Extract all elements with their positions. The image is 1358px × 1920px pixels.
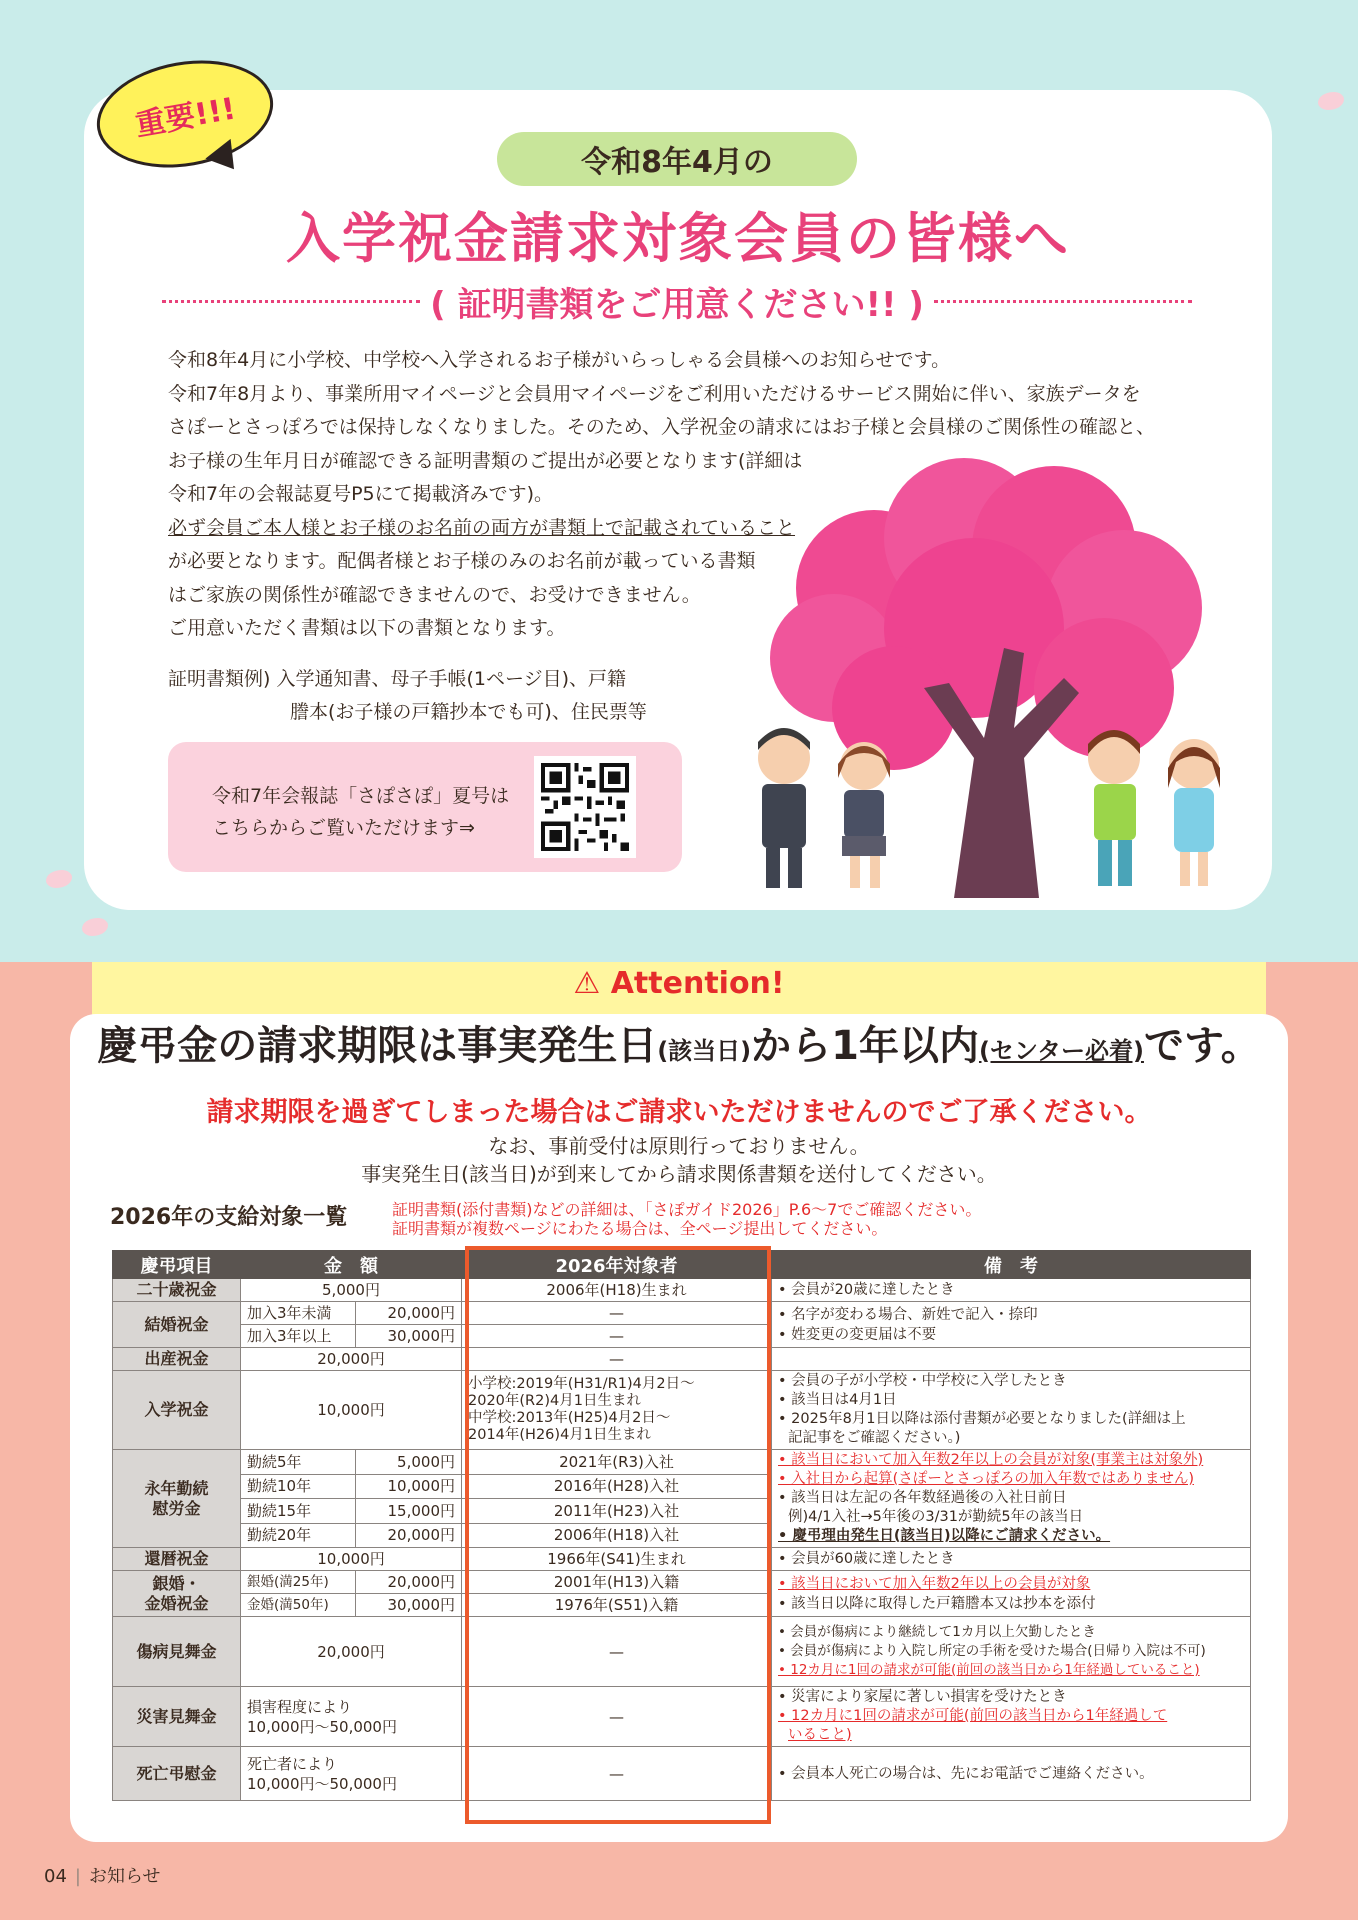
amount-line: 損害程度により [247,1697,353,1716]
amount-cell: 30,000円 [356,1325,462,1348]
target-cell: — [462,1687,772,1747]
remarks-cell [772,1687,1251,1747]
remark-line: 例)4/1入社→5年後の3/31が勤続5年の該当日 [788,1509,1084,1525]
remark-line: • 該当日において加入年数2年以上の会員が対象 [778,1575,1091,1592]
subtype-cell: 勤続5年 [241,1450,356,1475]
target-cell: — [462,1747,772,1801]
child-figure [838,742,890,888]
amount-cell: 20,000円 [356,1302,462,1325]
amount-cell: 20,000円 [356,1523,462,1548]
column-header: 2026年対象者 [462,1251,772,1279]
notice-line: なお、事前受付は原則行っておりません。 [488,1134,870,1158]
remark-line: • 該当日において加入年数2年以上の会員が対象(事業主は対象外) [778,1452,1204,1468]
remark-line: • 災害により家屋に著しい損害を受けたとき [778,1689,1067,1705]
column-header: 備 考 [772,1251,1251,1279]
subtype-cell: 加入3年以上 [241,1325,356,1348]
page-number: 04 [44,1866,67,1887]
qr-code[interactable] [534,756,636,858]
date-pill: 令和8年4月の [497,132,857,186]
column-header: 金 額 [241,1251,462,1279]
page-footer [44,1862,160,1888]
body-line: 令和8年4月に小学校、中学校へ入学されるお子様がいらっしゃる会員様へのお知らせです。 [168,349,951,371]
target-cell: — [462,1617,772,1687]
target-cell: 1976年(S51)入籍 [462,1594,772,1617]
body-line: さぽーとさっぽろでは保持しなくなりました。そのため、入学祝金の請求にはお子様と会員様のご関係性の確認と、 [168,416,1156,438]
target-line: 2020年(R2)4月1日生まれ [468,1393,641,1409]
section-name: お知らせ [88,1866,161,1887]
remark-line: • 12カ月に1回の請求が可能(前回の該当日から1年経過して [778,1708,1168,1724]
amount-cell [241,1747,462,1801]
amount-cell: 20,000円 [241,1617,462,1687]
subtype-cell: 金婚(満50年) [241,1594,356,1617]
qr-info-box [168,742,682,872]
amount-cell: 10,000円 [241,1548,462,1571]
remark-line: • 慶弔理由発生日(該当日)以降にご請求ください。 [778,1528,1111,1544]
amount-cell: 30,000円 [356,1594,462,1617]
blossom-canopy [770,458,1202,770]
qr-code-icon [541,763,629,851]
subtype-cell: 加入3年未満 [241,1302,356,1325]
list-notes [392,1200,981,1238]
remarks-cell: • 会員本人死亡の場合は、先にお電話でご連絡ください。 [772,1747,1251,1801]
deadline-warning: 請求期限を過ぎてしまった場合はご請求いただけませんのでご了承ください。 [206,1097,1152,1128]
remark-line: • 該当日は4月1日 [778,1392,897,1408]
attention-heading-text: Attention! [610,966,785,1001]
important-badge-text: 重要!!! [132,91,239,144]
document-examples: 証明書類例) 入学通知書、母子手帳(1ページ目)、戸籍 [168,668,626,690]
list-note: 証明書類が複数ページにわたる場合は、全ページ提出してください。 [392,1219,888,1238]
deadline-part: (該当日) [657,1037,752,1065]
amount-line: 10,000円～50,000円 [247,1717,397,1736]
remark-line: • 入社日から起算(さぽーとさっぽろの加入年数ではありません) [778,1471,1194,1487]
amount-line: 死亡者により [247,1754,338,1773]
target-line: 2014年(H26)4月1日生まれ [468,1427,652,1443]
category-line: 銀婚・ [152,1573,201,1593]
category-cell [113,1571,241,1617]
child-figure [1088,730,1140,886]
target-cell: 2001年(H13)入籍 [462,1571,772,1594]
target-cell: — [462,1348,772,1371]
deadline-part: です。 [1143,1023,1261,1069]
subtype-cell: 勤続10年 [241,1474,356,1499]
remark-line: • 該当日は左記の各年数経過後の入社日前日 [778,1490,1067,1506]
document-examples-cont: 謄本(お子様の戸籍抄本でも可)、住民票等 [290,701,647,723]
amount-cell: 5,000円 [241,1279,462,1302]
page-title: 入学祝金請求対象会員の皆様へ [286,207,1070,270]
deadline-part: 慶弔金の請求期限は事実発生日 [97,1023,658,1069]
body-line: ご用意いただく書類は以下の書類となります。 [168,617,566,639]
remarks-cell [772,1617,1251,1687]
subtype-cell: 勤続20年 [241,1523,356,1548]
body-line: 令和7年8月より、事業所用マイページと会員用マイページをご利用いただけるサービス開始に伴い、家族データを [168,382,1141,405]
footer-divider: | [74,1866,81,1887]
target-cell: 2016年(H28)入社 [462,1474,772,1499]
target-line: 中学校:2013年(H25)4月2日～ [468,1410,671,1426]
amount-cell: 15,000円 [356,1499,462,1524]
category-line: 永年勤続 [144,1478,209,1498]
remarks-cell [772,1302,1251,1348]
remarks-cell: • 会員が20歳に達したとき [772,1279,1251,1302]
subtitle-row [162,276,1192,326]
notice-line: 事実発生日(該当日)が到来してから請求関係書類を送付してください。 [361,1162,997,1186]
deadline-part: から1年以内 [751,1023,979,1069]
qr-info-line: こちらからご覧いただけます⇒ [212,817,475,839]
child-figure [1168,739,1220,886]
body-line: が必要となります。配偶者様とお子様のみのお名前が載っている書類 [168,550,756,572]
qr-info-line: 令和7年会報誌「さぽさぽ」夏号は [212,785,510,807]
target-cell: — [462,1302,772,1325]
dotted-rule [162,300,420,303]
category-cell: 結婚祝金 [113,1302,241,1348]
warning-icon: ⚠ [573,966,611,1001]
category-cell: 死亡弔慰金 [113,1747,241,1801]
subtype-cell: 勤続15年 [241,1499,356,1524]
body-line: はご家族の関係性が確認できませんので、お受けできません。 [168,583,701,606]
target-cell: 1966年(S41)生まれ [462,1548,772,1571]
amount-cell: 20,000円 [356,1571,462,1594]
category-line: 金婚祝金 [144,1593,209,1613]
category-line: 慰労金 [152,1498,201,1518]
target-cell: 2006年(H18)生まれ [462,1279,772,1302]
dotted-rule [934,300,1192,303]
remark-line: • 会員の子が小学校・中学校に入学したとき [778,1373,1067,1389]
category-cell: 傷病見舞金 [113,1617,241,1687]
target-cell: 2021年(R3)入社 [462,1450,772,1475]
remark-line: 記記事をご確認ください。) [788,1430,961,1446]
attention-heading [92,966,1266,1001]
target-line: 小学校:2019年(H31/R1)4月2日～ [468,1376,695,1392]
target-cell: — [462,1325,772,1348]
qr-info-text [212,780,509,844]
column-header: 慶弔項目 [113,1251,241,1279]
remarks-cell: • 会員が60歳に達したとき [772,1548,1251,1571]
amount-line: 10,000円～50,000円 [247,1774,397,1793]
remark-line: いること) [788,1727,852,1743]
amount-cell: 5,000円 [356,1450,462,1475]
list-title: 2026年の支給対象一覧 [110,1205,348,1230]
amount-cell: 10,000円 [241,1371,462,1450]
child-figure [758,728,810,888]
target-column-highlight [465,1246,771,1824]
category-cell: 入学祝金 [113,1371,241,1450]
subtitle: ( 証明書類をご用意ください!! ) [430,284,924,325]
remark-line: • 該当日以降に取得した戸籍謄本又は抄本を添付 [778,1595,1096,1612]
remark-line: • 名字が変わる場合、新姓で記入・捺印 [778,1306,1038,1323]
category-cell [113,1450,241,1548]
category-cell: 災害見舞金 [113,1687,241,1747]
target-cell: 2006年(H18)入社 [462,1523,772,1548]
subtype-cell: 銀婚(満25年) [241,1571,356,1594]
remarks-cell [772,1450,1251,1548]
category-cell: 出産祝金 [113,1348,241,1371]
body-line: 令和7年の会報誌夏号P5にて掲載済みです)。 [168,483,554,505]
amount-cell: 20,000円 [241,1348,462,1371]
remark-line: • 姓変更の変更届は不要 [778,1326,937,1343]
remarks-cell [772,1571,1251,1617]
cherry-tree-illustration [724,458,1264,898]
category-cell: 二十歳祝金 [113,1279,241,1302]
remark-line: • 12カ月に1回の請求が可能(前回の該当日から1年経過していること) [778,1662,1200,1678]
body-line: お子様の生年月日が確認できる証明書類のご提出が必要となります(詳細は [168,449,803,472]
body-line-underlined: 必ず会員ご本人様とお子様のお名前の両方が書類上で記載されていること [168,516,796,539]
remark-line: • 2025年8月1日以降は添付書類が必要となりました(詳細は上 [778,1411,1186,1427]
list-note: 証明書類(添付書類)などの詳細は、「さぽガイド2026」P.6～7でご確認ください。 [392,1200,982,1219]
deadline-part: (センター必着) [978,1037,1144,1065]
amount-cell [241,1687,462,1747]
category-cell: 還暦祝金 [113,1548,241,1571]
remark-line: • 会員が傷病により入院し所定の手術を受けた場合(日帰り入院は不可) [778,1643,1206,1659]
remarks-cell [772,1371,1251,1450]
amount-cell: 10,000円 [356,1474,462,1499]
deadline-statement [92,1014,1266,1071]
remarks-cell [772,1348,1251,1371]
target-cell: 2011年(H23)入社 [462,1499,772,1524]
remark-line: • 会員が傷病により継続して1カ月以上欠勤したとき [778,1624,1096,1640]
